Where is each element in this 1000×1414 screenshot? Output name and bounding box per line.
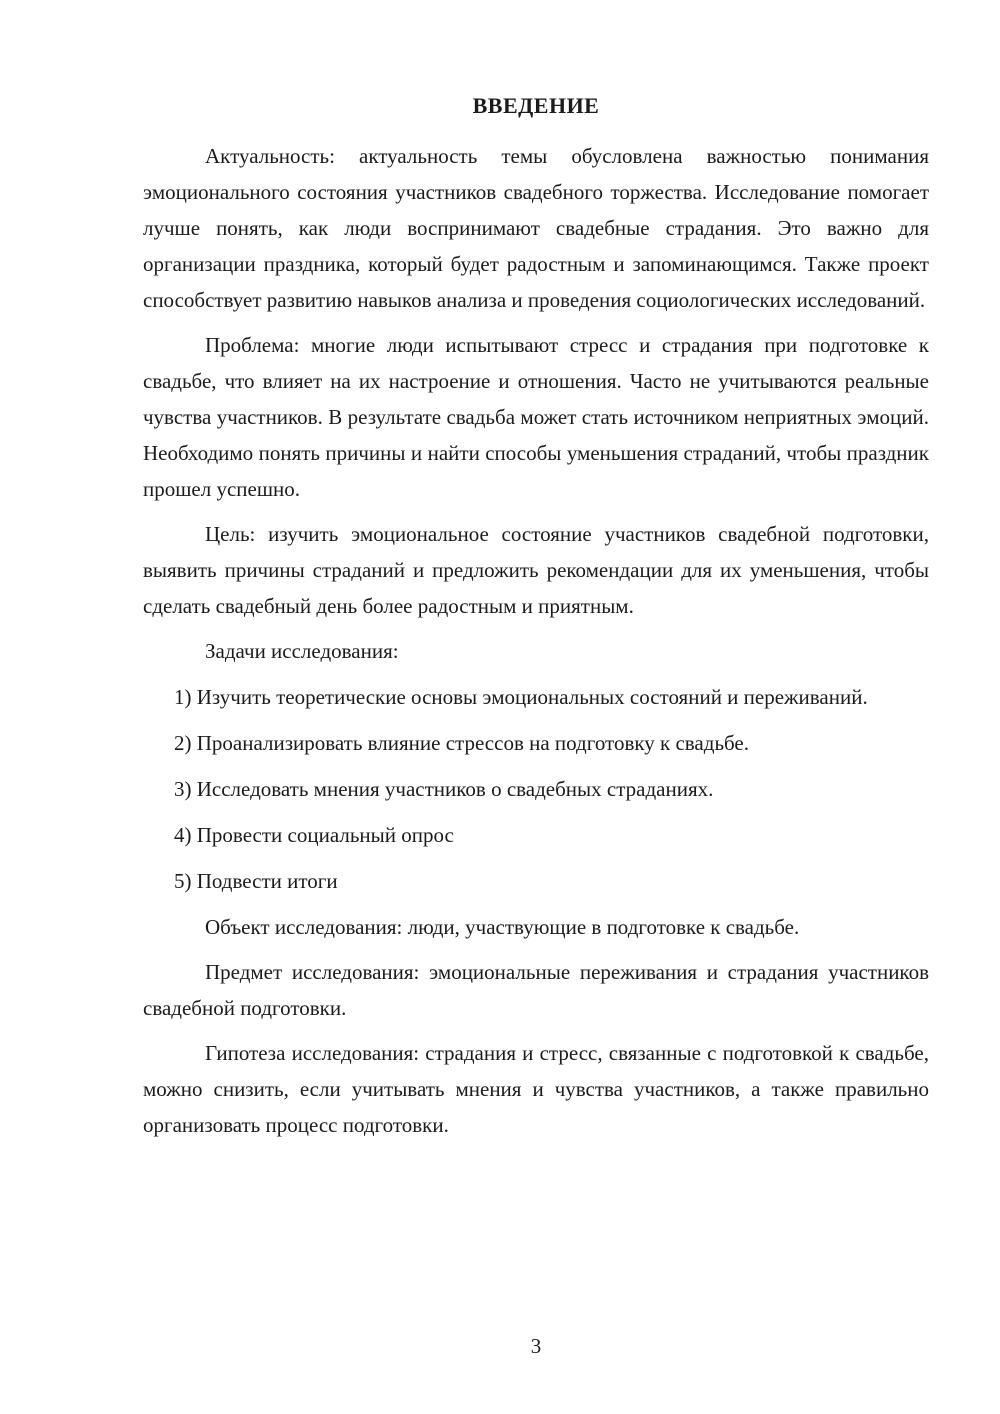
page-title: ВВЕДЕНИЕ [472, 93, 600, 118]
paragraph-aktualnost: Актуальность: актуальность темы обусловлена важностью понимания эмоционального состояния участников свадебного торжества. Исследование помогает лучше понять, как люди воспринимают свадебные страдания. Это важно для организации праздника, который будет радостным и запоминающимся. Также проект способствует развитию навыков анализа и проведения социологических исследований. [143, 144, 929, 312]
page-number: 3 [530, 1334, 542, 1358]
task-item-5: 5) Подвести итоги [174, 869, 338, 893]
task-item-3: 3) Исследовать мнения участников о свадебных страданиях. [174, 777, 714, 801]
paragraph-obekt: Объект исследования: люди, участвующие в подготовке к свадьбе. [205, 915, 800, 939]
task-item-2: 2) Проанализировать влияние стрессов на подготовку к свадьбе. [174, 731, 749, 755]
paragraph-gipoteza: Гипотеза исследования: страдания и стресс, связанные с подготовкой к свадьбе, можно снизить, если учитывать мнения и чувства участников, а также правильно организовать процесс подготовки. [143, 1041, 929, 1137]
task-item-4: 4) Провести социальный опрос [174, 823, 454, 847]
paragraph-problema: Проблема: многие люди испытывают стресс и страдания при подготовке к свадьбе, что влияет на их настроение и отношения. Часто не учитываются реальные чувства участников. В результате свадьба может стать источником неприятных эмоций. Необходимо понять причины и найти способы уменьшения страданий, чтобы праздник прошел успешно. [143, 333, 929, 501]
task-item-1: 1) Изучить теоретические основы эмоциональных состояний и переживаний. [174, 685, 868, 709]
tasks-heading: Задачи исследования: [205, 639, 399, 663]
paragraph-tsel: Цель: изучить эмоциональное состояние участников свадебной подготовки, выявить причины страданий и предложить рекомендации для их уменьшения, чтобы сделать свадебный день более радостным и приятным. [143, 522, 929, 618]
paragraph-predmet: Предмет исследования: эмоциональные переживания и страдания участников свадебной подготовки. [143, 960, 929, 1020]
